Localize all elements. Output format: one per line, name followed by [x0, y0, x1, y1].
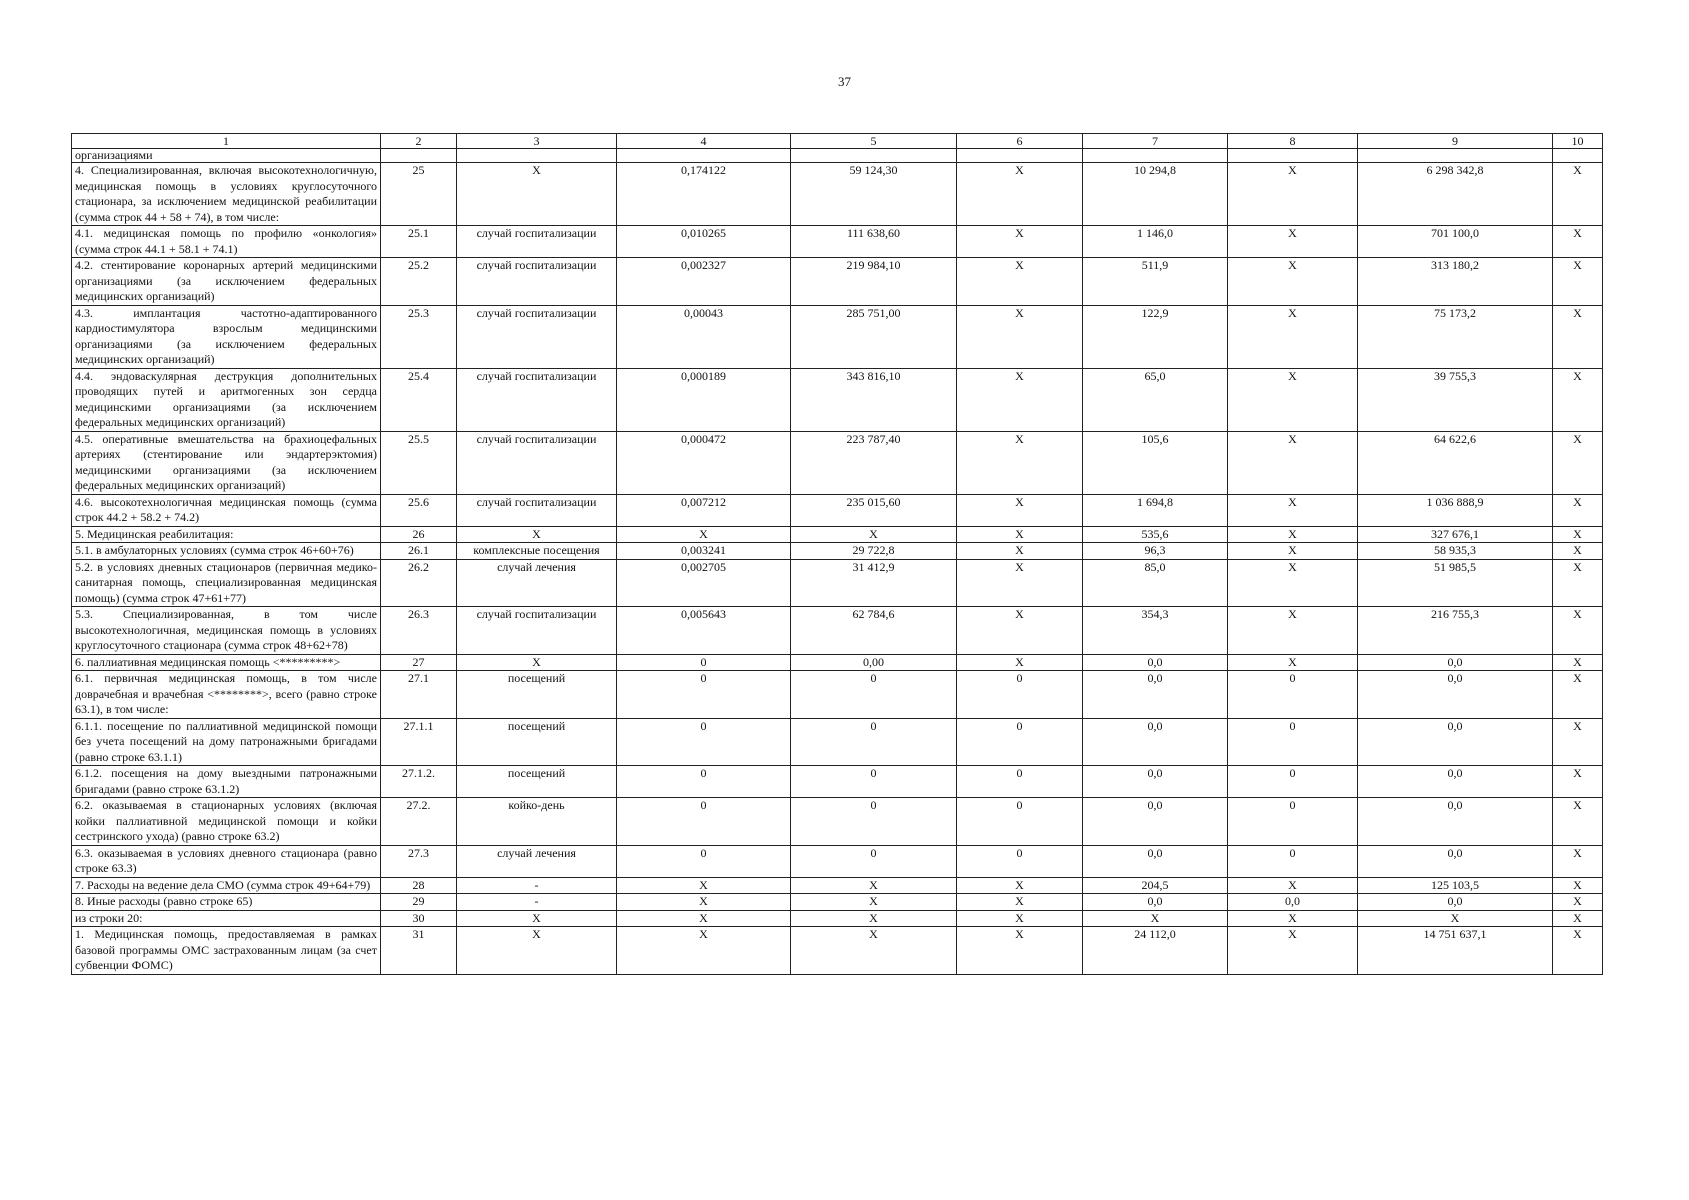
col-10-value: Х — [1553, 163, 1603, 226]
col-8-value: 0 — [1228, 718, 1358, 766]
row-description: 1. Медицинская помощь, предоставляемая в рамках базовой программы ОМС застрахованным лицам (за счет субвенции ФОМС) — [72, 927, 381, 975]
col-8-value: Х — [1228, 526, 1358, 543]
unit-of-measure: комплексные посещения — [457, 543, 617, 560]
col-5-value: 223 787,40 — [791, 431, 957, 494]
col-7-value: 24 112,0 — [1083, 927, 1228, 975]
col-6-value: 0 — [957, 671, 1083, 719]
col-7-value: Х — [1083, 910, 1228, 927]
col-5-value: 62 784,6 — [791, 607, 957, 655]
table-row — [72, 431, 1603, 494]
row-code: 27 — [381, 654, 457, 671]
unit-of-measure: койко-день — [457, 798, 617, 846]
column-number-row — [72, 134, 1603, 149]
col-8-value: 0 — [1228, 766, 1358, 798]
col-9-value: 0,0 — [1358, 671, 1553, 719]
row-code: 27.2. — [381, 798, 457, 846]
row-description: 6.1.2. посещения на дому выездными патронажными бригадами (равно строке 63.1.2) — [72, 766, 381, 798]
col-8-value: Х — [1228, 910, 1358, 927]
col-6-value: Х — [957, 258, 1083, 306]
col-9-value: 14 751 637,1 — [1358, 927, 1553, 975]
row-description: 5.3. Специализированная, в том числе высокотехнологичная, медицинская помощь в условиях круглосуточного стационара (сумма строк 48+62+78) — [72, 607, 381, 655]
col-4-value: 0,010265 — [617, 226, 791, 258]
col-7-value: 1 146,0 — [1083, 226, 1228, 258]
row-code: 25.3 — [381, 305, 457, 368]
row-description: 6. паллиативная медицинская помощь <*********> — [72, 654, 381, 671]
col-4-value: 0,003241 — [617, 543, 791, 560]
col-5-value: 0,00 — [791, 654, 957, 671]
col-5-value: 0 — [791, 845, 957, 877]
unit-of-measure: случай госпитализации — [457, 226, 617, 258]
row-description: 4. Специализированная, включая высокотехнологичную, медицинская помощь в условиях круглосуточного стационара, за исключением медицинской реабилитации (сумма строк 44 + 58 + 74), в том числе: — [72, 163, 381, 226]
row-description: 4.2. стентирование коронарных артерий медицинскими организациями (за исключением федеральных медицинских организаций) — [72, 258, 381, 306]
col-4-value: 0,000472 — [617, 431, 791, 494]
row-description: из строки 20: — [72, 910, 381, 927]
column-header: 9 — [1358, 134, 1553, 149]
col-6-value: Х — [957, 305, 1083, 368]
col-9-value: 64 622,6 — [1358, 431, 1553, 494]
col-8-value: Х — [1228, 559, 1358, 607]
row-description: 8. Иные расходы (равно строке 65) — [72, 894, 381, 911]
col-7-value: 0,0 — [1083, 718, 1228, 766]
col-9-value: 216 755,3 — [1358, 607, 1553, 655]
row-description: 4.5. оперативные вмешательства на брахиоцефальных артериях (стентирование или эндартерэктомия) медицинскими организациями (за исключением федеральных медицинских организаций) — [72, 431, 381, 494]
col-9-value: 0,0 — [1358, 718, 1553, 766]
table-row — [72, 910, 1603, 927]
col-7-value: 85,0 — [1083, 559, 1228, 607]
col-6-value: Х — [957, 894, 1083, 911]
col-9-value: 0,0 — [1358, 766, 1553, 798]
col-5-value: 29 722,8 — [791, 543, 957, 560]
col-8-value: Х — [1228, 431, 1358, 494]
col-7-value: 10 294,8 — [1083, 163, 1228, 226]
table-row — [72, 368, 1603, 431]
column-header: 6 — [957, 134, 1083, 149]
col-8-value: Х — [1228, 368, 1358, 431]
table-row — [72, 718, 1603, 766]
col-4-value: 0 — [617, 766, 791, 798]
row-code: 27.3 — [381, 845, 457, 877]
table-row — [72, 559, 1603, 607]
row-code: 26.2 — [381, 559, 457, 607]
col-5-value: 0 — [791, 798, 957, 846]
unit-of-measure: Х — [457, 163, 617, 226]
col-5-value: 285 751,00 — [791, 305, 957, 368]
table-row — [72, 226, 1603, 258]
column-header: 5 — [791, 134, 957, 149]
unit-of-measure: посещений — [457, 766, 617, 798]
col-10-value: Х — [1553, 559, 1603, 607]
row-description: 6.1. первичная медицинская помощь, в том числе доврачебная и врачебная <********>, всего (равно строке 63.1), в том числе: — [72, 671, 381, 719]
table-row — [72, 543, 1603, 560]
row-code: 25.1 — [381, 226, 457, 258]
row-code: 25.6 — [381, 494, 457, 526]
col-5-value: 0 — [791, 718, 957, 766]
table-row — [72, 845, 1603, 877]
col-7-value: 511,9 — [1083, 258, 1228, 306]
col-10-value: Х — [1553, 894, 1603, 911]
col-4-value: 0 — [617, 798, 791, 846]
col-7-value: 204,5 — [1083, 877, 1228, 894]
col-8-value: Х — [1228, 607, 1358, 655]
unit-of-measure: случай госпитализации — [457, 258, 617, 306]
row-code: 26 — [381, 526, 457, 543]
col-9-value: 0,0 — [1358, 894, 1553, 911]
unit-of-measure: Х — [457, 927, 617, 975]
col-9-value: 0,0 — [1358, 845, 1553, 877]
table-row — [72, 798, 1603, 846]
unit-of-measure: Х — [457, 654, 617, 671]
col-10-value: Х — [1553, 368, 1603, 431]
col-7-value: 0,0 — [1083, 798, 1228, 846]
page-number: 37 — [838, 74, 851, 89]
col-10-value: Х — [1553, 494, 1603, 526]
unit-of-measure: случай лечения — [457, 559, 617, 607]
col-6-value: Х — [957, 526, 1083, 543]
col-7-value: 354,3 — [1083, 607, 1228, 655]
col-4-value: 0 — [617, 845, 791, 877]
col-6-value: 0 — [957, 798, 1083, 846]
col-8-value: Х — [1228, 654, 1358, 671]
col-7-value: 122,9 — [1083, 305, 1228, 368]
table-row — [72, 894, 1603, 911]
col-5-value: Х — [791, 927, 957, 975]
row-code: 27.1.1 — [381, 718, 457, 766]
col-7-value: 0,0 — [1083, 654, 1228, 671]
col-9-value: 58 935,3 — [1358, 543, 1553, 560]
col-6-value: Х — [957, 431, 1083, 494]
col-7-value: 0,0 — [1083, 894, 1228, 911]
col-8-value: Х — [1228, 305, 1358, 368]
table-row — [72, 258, 1603, 306]
row-code: 30 — [381, 910, 457, 927]
table-row — [72, 494, 1603, 526]
row-code: 26.3 — [381, 607, 457, 655]
unit-of-measure: посещений — [457, 671, 617, 719]
col-10-value: Х — [1553, 526, 1603, 543]
row-code: 28 — [381, 877, 457, 894]
col-5-value: Х — [791, 877, 957, 894]
col-10-value: Х — [1553, 671, 1603, 719]
col-7-value: 535,6 — [1083, 526, 1228, 543]
row-code: 25.4 — [381, 368, 457, 431]
row-description: 4.4. эндоваскулярная деструкция дополнительных проводящих путей и аритмогенных зон сердца медицинскими организациями (за исключением федеральных медицинских организаций) — [72, 368, 381, 431]
col-9-value: 1 036 888,9 — [1358, 494, 1553, 526]
col-8-value: 0 — [1228, 671, 1358, 719]
col-7-value: 65,0 — [1083, 368, 1228, 431]
col-5-value: 31 412,9 — [791, 559, 957, 607]
row-code: 25 — [381, 163, 457, 226]
table-row — [72, 607, 1603, 655]
col-9-value: 701 100,0 — [1358, 226, 1553, 258]
row-description: 6.1.1. посещение по паллиативной медицинской помощи без учета посещений на дому патронажными бригадами (равно строке 63.1.1) — [72, 718, 381, 766]
column-header: 4 — [617, 134, 791, 149]
row-description: 7. Расходы на ведение дела СМО (сумма строк 49+64+79) — [72, 877, 381, 894]
col-4-value: 0,174122 — [617, 163, 791, 226]
unit-of-measure: - — [457, 894, 617, 911]
col-9-value: 0,0 — [1358, 654, 1553, 671]
row-code: 25.5 — [381, 431, 457, 494]
continuation-cell: организациями — [72, 149, 381, 163]
col-4-value: 0,00043 — [617, 305, 791, 368]
col-9-value: 51 985,5 — [1358, 559, 1553, 607]
col-10-value: Х — [1553, 927, 1603, 975]
col-5-value: 219 984,10 — [791, 258, 957, 306]
col-10-value: Х — [1553, 718, 1603, 766]
unit-of-measure: случай госпитализации — [457, 607, 617, 655]
row-description: 5. Медицинская реабилитация: — [72, 526, 381, 543]
table-row — [72, 671, 1603, 719]
row-code: 27.1 — [381, 671, 457, 719]
continuation-row — [72, 149, 1603, 163]
col-4-value: Х — [617, 894, 791, 911]
table-row — [72, 305, 1603, 368]
col-7-value: 96,3 — [1083, 543, 1228, 560]
col-5-value: Х — [791, 526, 957, 543]
col-7-value: 105,6 — [1083, 431, 1228, 494]
col-6-value: 0 — [957, 766, 1083, 798]
col-7-value: 0,0 — [1083, 766, 1228, 798]
row-description: 5.2. в условиях дневных стационаров (первичная медико-санитарная помощь, специализированная медицинская помощь) (сумма строк 47+61+77) — [72, 559, 381, 607]
col-6-value: Х — [957, 226, 1083, 258]
col-8-value: Х — [1228, 494, 1358, 526]
col-4-value: 0 — [617, 718, 791, 766]
col-5-value: 0 — [791, 671, 957, 719]
col-8-value: Х — [1228, 543, 1358, 560]
col-10-value: Х — [1553, 431, 1603, 494]
col-4-value: Х — [617, 526, 791, 543]
unit-of-measure: случай госпитализации — [457, 431, 617, 494]
col-10-value: Х — [1553, 766, 1603, 798]
col-6-value: 0 — [957, 718, 1083, 766]
col-8-value: Х — [1228, 258, 1358, 306]
col-8-value: Х — [1228, 927, 1358, 975]
col-8-value: Х — [1228, 163, 1358, 226]
row-code: 26.1 — [381, 543, 457, 560]
column-header: 2 — [381, 134, 457, 149]
col-4-value: 0,005643 — [617, 607, 791, 655]
unit-of-measure: случай лечения — [457, 845, 617, 877]
col-4-value: 0 — [617, 654, 791, 671]
col-4-value: 0,000189 — [617, 368, 791, 431]
table-row — [72, 526, 1603, 543]
col-5-value: 235 015,60 — [791, 494, 957, 526]
column-header: 8 — [1228, 134, 1358, 149]
col-5-value: 59 124,30 — [791, 163, 957, 226]
column-header: 10 — [1553, 134, 1603, 149]
col-9-value: 125 103,5 — [1358, 877, 1553, 894]
row-description: 6.2. оказываемая в стационарных условиях (включая койки паллиативной медицинской помощи и койки сестринского ухода) (равно строке 63.2) — [72, 798, 381, 846]
table-row — [72, 654, 1603, 671]
unit-of-measure: посещений — [457, 718, 617, 766]
col-4-value: 0,002705 — [617, 559, 791, 607]
col-7-value: 1 694,8 — [1083, 494, 1228, 526]
col-8-value: 0 — [1228, 798, 1358, 846]
unit-of-measure: случай госпитализации — [457, 494, 617, 526]
col-6-value: Х — [957, 543, 1083, 560]
row-description: 4.3. имплантация частотно-адаптированного кардиостимулятора взрослым медицинскими организациями (за исключением федеральных медицинских организаций) — [72, 305, 381, 368]
column-header: 3 — [457, 134, 617, 149]
col-8-value: Х — [1228, 877, 1358, 894]
col-7-value: 0,0 — [1083, 845, 1228, 877]
row-description: 4.1. медицинская помощь по профилю «онкология» (сумма строк 44.1 + 58.1 + 74.1) — [72, 226, 381, 258]
col-6-value: Х — [957, 654, 1083, 671]
unit-of-measure: Х — [457, 910, 617, 927]
col-6-value: Х — [957, 559, 1083, 607]
table-row — [72, 163, 1603, 226]
col-6-value: Х — [957, 607, 1083, 655]
row-code: 27.1.2. — [381, 766, 457, 798]
col-10-value: Х — [1553, 258, 1603, 306]
col-5-value: Х — [791, 910, 957, 927]
unit-of-measure: случай госпитализации — [457, 305, 617, 368]
col-4-value: Х — [617, 927, 791, 975]
col-8-value: Х — [1228, 226, 1358, 258]
row-code: 25.2 — [381, 258, 457, 306]
col-5-value: Х — [791, 894, 957, 911]
col-10-value: Х — [1553, 607, 1603, 655]
col-9-value: 0,0 — [1358, 798, 1553, 846]
col-10-value: Х — [1553, 845, 1603, 877]
col-6-value: Х — [957, 163, 1083, 226]
unit-of-measure: - — [457, 877, 617, 894]
col-10-value: Х — [1553, 305, 1603, 368]
col-10-value: Х — [1553, 226, 1603, 258]
col-4-value: 0 — [617, 671, 791, 719]
row-code: 31 — [381, 927, 457, 975]
col-6-value: Х — [957, 877, 1083, 894]
col-9-value: 313 180,2 — [1358, 258, 1553, 306]
col-9-value: 75 173,2 — [1358, 305, 1553, 368]
data-table — [71, 133, 1603, 975]
col-10-value: Х — [1553, 654, 1603, 671]
col-4-value: Х — [617, 877, 791, 894]
col-4-value: Х — [617, 910, 791, 927]
col-6-value: Х — [957, 927, 1083, 975]
col-6-value: Х — [957, 368, 1083, 431]
column-header: 7 — [1083, 134, 1228, 149]
col-5-value: 0 — [791, 766, 957, 798]
col-5-value: 111 638,60 — [791, 226, 957, 258]
table-row — [72, 927, 1603, 975]
col-10-value: Х — [1553, 877, 1603, 894]
col-4-value: 0,007212 — [617, 494, 791, 526]
col-10-value: Х — [1553, 798, 1603, 846]
col-6-value: Х — [957, 494, 1083, 526]
column-header: 1 — [72, 134, 381, 149]
unit-of-measure: случай госпитализации — [457, 368, 617, 431]
col-9-value: Х — [1358, 910, 1553, 927]
row-description: 4.6. высокотехнологичная медицинская помощь (сумма строк 44.2 + 58.2 + 74.2) — [72, 494, 381, 526]
col-6-value: Х — [957, 910, 1083, 927]
col-4-value: 0,002327 — [617, 258, 791, 306]
col-7-value: 0,0 — [1083, 671, 1228, 719]
unit-of-measure: Х — [457, 526, 617, 543]
col-6-value: 0 — [957, 845, 1083, 877]
col-5-value: 343 816,10 — [791, 368, 957, 431]
col-9-value: 6 298 342,8 — [1358, 163, 1553, 226]
table-row — [72, 877, 1603, 894]
row-description: 6.3. оказываемая в условиях дневного стационара (равно строке 63.3) — [72, 845, 381, 877]
table-row — [72, 766, 1603, 798]
col-8-value: 0 — [1228, 845, 1358, 877]
col-8-value: 0,0 — [1228, 894, 1358, 911]
col-10-value: Х — [1553, 543, 1603, 560]
col-10-value: Х — [1553, 910, 1603, 927]
row-code: 29 — [381, 894, 457, 911]
col-9-value: 39 755,3 — [1358, 368, 1553, 431]
col-9-value: 327 676,1 — [1358, 526, 1553, 543]
row-description: 5.1. в амбулаторных условиях (сумма строк 46+60+76) — [72, 543, 381, 560]
